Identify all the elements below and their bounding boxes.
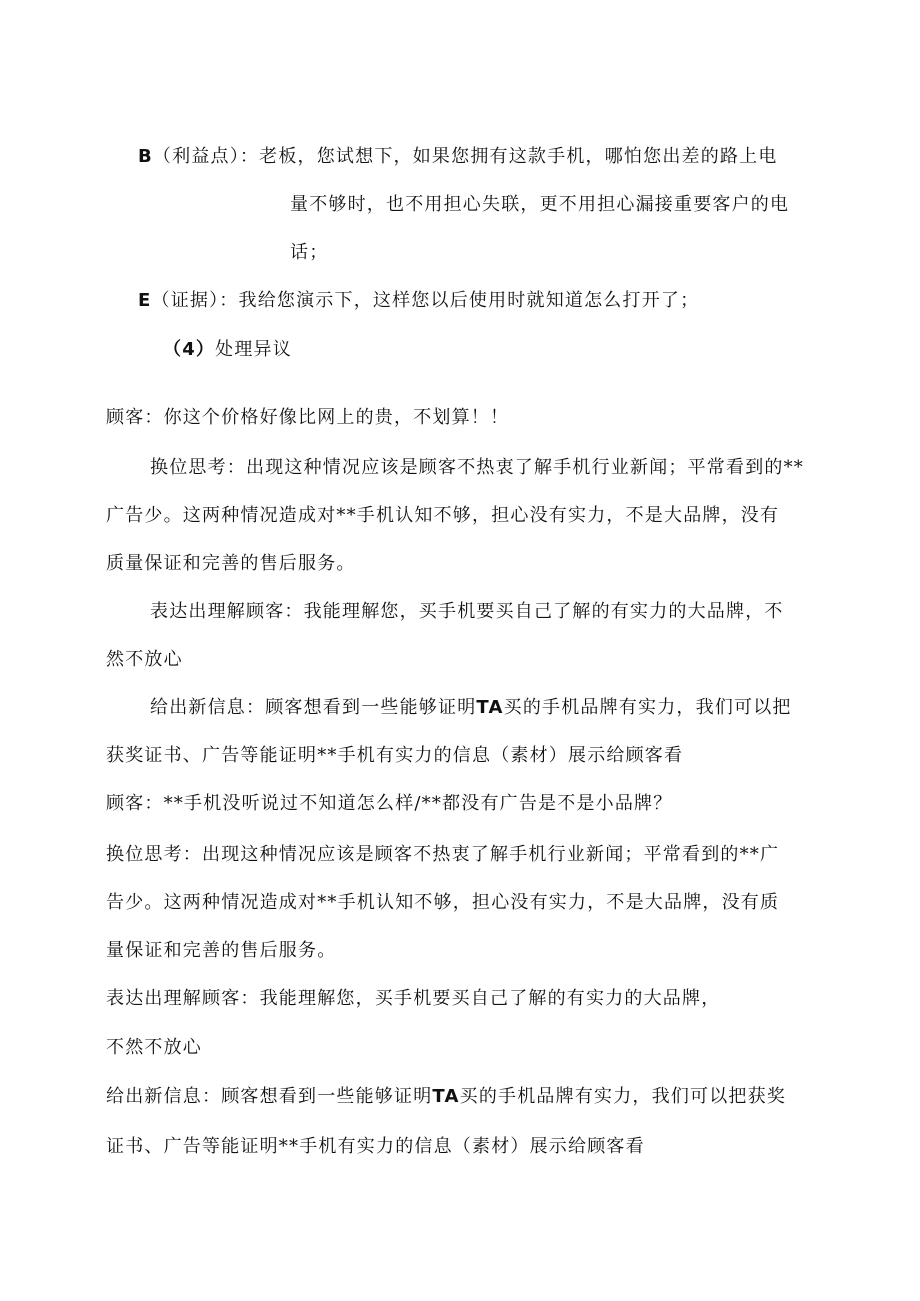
section-title: 处理异议 bbox=[215, 339, 292, 360]
evidence-line bbox=[138, 288, 699, 314]
benefit-line-3: 话； bbox=[290, 242, 329, 263]
benefit-line-2: 量不够时，也不用担心失联，更不用担心漏接重要客户的电 bbox=[290, 194, 790, 215]
objection1-newinfo-text-b: 买的手机品牌有实力，我们可以把 bbox=[503, 697, 792, 718]
benefit-label: B bbox=[138, 146, 153, 167]
objection1-customer-line: 顾客：你这个价格好像比网上的贵，不划算！！ bbox=[106, 407, 510, 428]
benefit-line-1 bbox=[138, 144, 778, 170]
objection2-newinfo-line-1 bbox=[106, 1084, 786, 1110]
objection2-understand-line-1: 表达出理解顾客：我能理解您，买手机要买自己了解的有实力的大品牌， bbox=[106, 988, 721, 1009]
objection2-newinfo-line-2: 证书、广告等能证明**手机有实力的信息（素材）展示给顾客看 bbox=[106, 1136, 645, 1157]
objection2-newinfo-text-a: 给出新信息：顾客想看到一些能够证明 bbox=[106, 1086, 433, 1107]
objection2-empathy-line-3: 量保证和完善的售后服务。 bbox=[106, 940, 337, 961]
objection1-understand-line-1: 表达出理解顾客：我能理解您，买手机要买自己了解的有实力的大品牌，不 bbox=[150, 601, 784, 622]
objection1-empathy-line-1: 换位思考：出现这种情况应该是顾客不热衷了解手机行业新闻；平常看到的** bbox=[150, 457, 804, 478]
objection1-newinfo-ta: TA bbox=[476, 697, 504, 718]
objection2-understand-line-2: 不然不放心 bbox=[106, 1037, 202, 1058]
section-heading bbox=[163, 337, 292, 363]
benefit-text: （利益点）：老板，您试想下，如果您拥有这款手机，哪怕您出差的路上电 bbox=[152, 146, 778, 167]
objection2-customer-line: 顾客：**手机没听说过不知道怎么样/**都没有广告是不是小品牌？ bbox=[106, 793, 673, 814]
objection1-understand-line-2: 然不放心 bbox=[106, 649, 183, 670]
objection1-empathy-line-3: 质量保证和完善的售后服务。 bbox=[106, 553, 356, 574]
objection1-newinfo-line-2: 获奖证书、广告等能证明**手机有实力的信息（素材）展示给顾客看 bbox=[106, 745, 684, 766]
evidence-text: （证据）：我给您演示下，这样您以后使用时就知道怎么打开了； bbox=[151, 290, 700, 311]
section-number: （4） bbox=[163, 339, 216, 360]
objection2-newinfo-text-b: 买的手机品牌有实力，我们可以把获奖 bbox=[459, 1086, 787, 1107]
evidence-label: E bbox=[138, 290, 152, 311]
objection2-empathy-line-1: 换位思考：出现这种情况应该是顾客不热衷了解手机行业新闻；平常看到的**广 bbox=[106, 844, 780, 865]
objection2-empathy-line-2: 告少。这两种情况造成对**手机认知不够，担心没有实力，不是大品牌，没有质 bbox=[106, 892, 780, 913]
objection1-newinfo-line-1 bbox=[150, 695, 792, 721]
objection1-empathy-line-2: 广告少。这两种情况造成对**手机认知不够，担心没有实力，不是大品牌，没有 bbox=[106, 505, 780, 526]
objection1-newinfo-text-a: 给出新信息：顾客想看到一些能够证明 bbox=[150, 697, 477, 718]
objection2-newinfo-ta: TA bbox=[432, 1086, 460, 1107]
